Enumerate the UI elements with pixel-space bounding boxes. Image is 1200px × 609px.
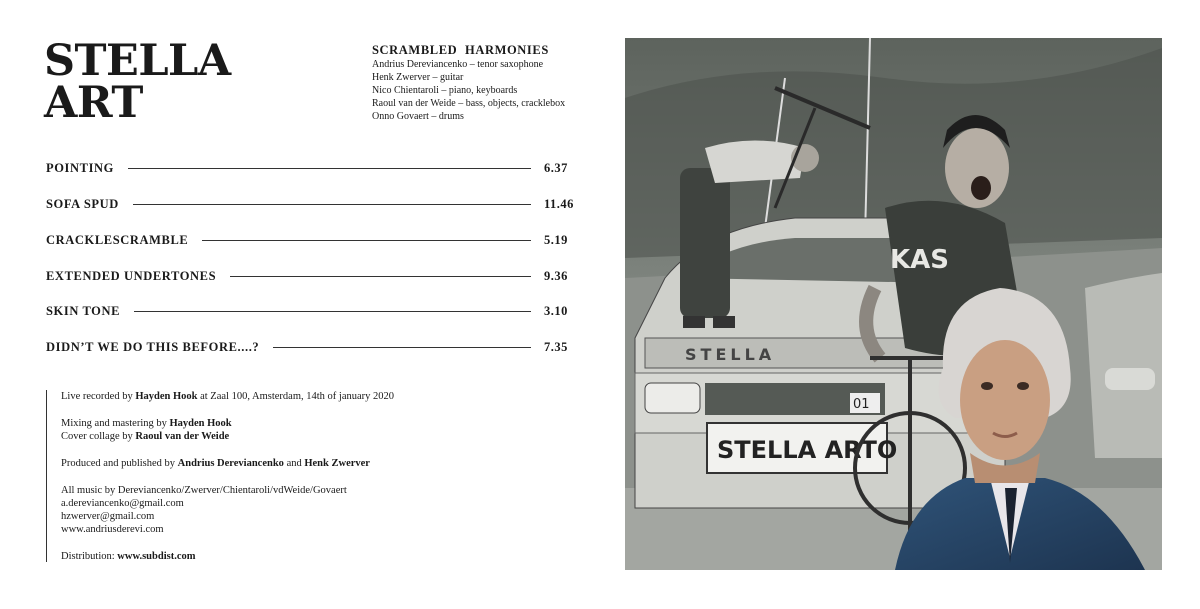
composer-credit: All music by Dereviancenko/Zwerver/Chientaroli/vdWeide/Govaert bbox=[61, 485, 347, 496]
band-member: Andrius Dereviancenko – tenor saxophone bbox=[372, 59, 544, 70]
liner-notes bbox=[46, 390, 394, 562]
album-title-line-1: STELLA bbox=[44, 36, 231, 86]
band-name: SCRAMBLED HARMONIES bbox=[372, 43, 549, 57]
cover-artist: Raoul van der Weide bbox=[135, 431, 230, 442]
track-leader-line bbox=[273, 347, 531, 348]
distribution-link[interactable]: www.subdist.com bbox=[117, 551, 196, 562]
mixing-engineer: Hayden Hook bbox=[169, 418, 232, 429]
distribution-credit bbox=[61, 550, 394, 563]
album-title-line-2: ART bbox=[44, 78, 143, 128]
track-leader-line bbox=[133, 204, 531, 205]
track-title: SKIN TONE bbox=[46, 303, 121, 318]
track-row bbox=[46, 303, 586, 319]
car-hood-lettering: STELLA bbox=[685, 345, 776, 364]
track-duration: 6.37 bbox=[544, 160, 568, 175]
contact-email[interactable]: hzwerver@gmail.com bbox=[61, 511, 155, 522]
mixing-credit bbox=[61, 417, 394, 430]
track-leader-line bbox=[230, 276, 531, 277]
recording-credit bbox=[61, 390, 394, 403]
track-title: POINTING bbox=[46, 160, 115, 175]
track-row bbox=[46, 160, 586, 176]
distribution-prefix: Distribution: bbox=[61, 551, 115, 562]
website-link[interactable]: www.andriusderevi.com bbox=[61, 524, 164, 535]
track-row bbox=[46, 339, 586, 355]
track-title: DIDN’T WE DO THIS BEFORE....? bbox=[46, 339, 260, 354]
producer-credit bbox=[61, 457, 394, 470]
recording-credit-prefix: Live recorded by bbox=[61, 391, 133, 402]
track-duration: 5.19 bbox=[544, 232, 568, 247]
cover-collage-image bbox=[625, 38, 1162, 570]
track-row bbox=[46, 196, 586, 212]
jersey-lettering: KAS bbox=[890, 245, 949, 275]
track-duration: 11.46 bbox=[544, 196, 574, 211]
band-member: Henk Zwerver – guitar bbox=[372, 72, 464, 83]
producer-name: Henk Zwerver bbox=[304, 458, 370, 469]
track-title: EXTENDED UNDERTONES bbox=[46, 268, 217, 283]
track-duration: 7.35 bbox=[544, 339, 568, 354]
car-sign-lettering: STELLA ARTO bbox=[717, 436, 898, 464]
contact-email[interactable]: a.dereviancenko@gmail.com bbox=[61, 498, 184, 509]
band-credits bbox=[372, 44, 565, 123]
producer-credit-prefix: Produced and published by bbox=[61, 458, 176, 469]
band-member: Onno Govaert – drums bbox=[372, 111, 464, 122]
license-plate: 01 bbox=[853, 397, 870, 412]
band-member: Nico Chientaroli – piano, keyboards bbox=[372, 85, 518, 96]
cover-credit-prefix: Cover collage by bbox=[61, 431, 133, 442]
track-leader-line bbox=[128, 168, 531, 169]
track-leader-line bbox=[134, 311, 531, 312]
band-member: Raoul van der Weide – bass, objects, cracklebox bbox=[372, 98, 566, 109]
producer-name: Andrius Dereviancenko bbox=[177, 458, 284, 469]
recording-engineer: Hayden Hook bbox=[135, 391, 198, 402]
track-row bbox=[46, 232, 586, 248]
track-duration: 3.10 bbox=[544, 303, 568, 318]
track-leader-line bbox=[202, 240, 531, 241]
track-title: CRACKLESCRAMBLE bbox=[46, 232, 189, 247]
album-title bbox=[44, 36, 231, 128]
track-row bbox=[46, 268, 586, 284]
track-duration: 9.36 bbox=[544, 268, 568, 283]
track-title: SOFA SPUD bbox=[46, 196, 119, 211]
cover-credit bbox=[61, 430, 394, 443]
producer-conjunction: and bbox=[286, 458, 302, 469]
mixing-credit-prefix: Mixing and mastering by bbox=[61, 418, 167, 429]
recording-location: at Zaal 100, Amsterdam, 14th of january 2020 bbox=[200, 391, 395, 402]
